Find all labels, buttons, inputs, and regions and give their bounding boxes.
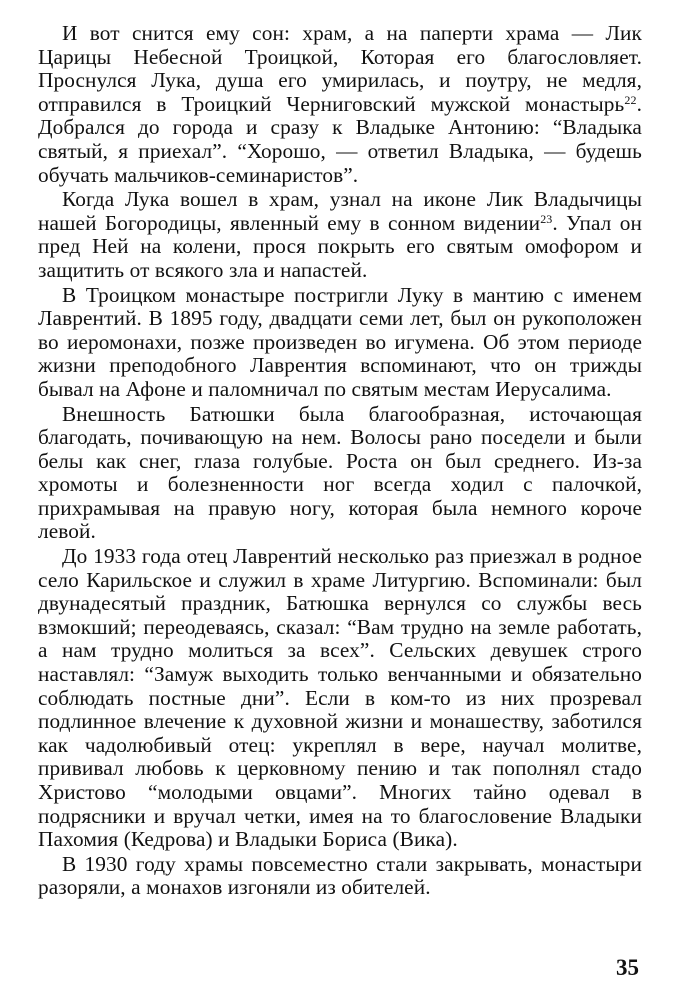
paragraph-text: В 1930 году храмы повсеместно стали закрывать, монастыри разоряли, а монахов изгоняли из обителей.: [38, 851, 642, 900]
page-body: [38, 22, 642, 900]
footnote-marker[interactable]: 22: [624, 92, 637, 107]
footnote-marker[interactable]: 23: [540, 211, 553, 226]
paragraph-icon: [38, 188, 642, 282]
page-number: 35: [616, 955, 639, 980]
paragraph-village: [38, 545, 642, 852]
paragraph-text: В Троицком монастыре постригли Луку в мантию с именем Лаврентий. В 1895 году, двадцати семи лет, был он рукоположен во иеромонахи, позже произведен во игумена. Об этом периоде жизни преподобного Лаврентия вспоминают, что он трижды бывал на Афоне и паломничал по святым местам Иерусалима.: [38, 282, 642, 401]
paragraph-text: Когда Лука вошел в храм, узнал на иконе Лик Владычицы нашей Богородицы, явленный ему в сонном видении: [38, 187, 642, 235]
paragraph-1930: [38, 853, 642, 900]
paragraph-appearance: [38, 403, 642, 545]
paragraph-text: . Упал он пред Ней на колени, прося покрыть его святым омофором и защитить от всякого зла и напастей.: [38, 210, 642, 282]
paragraph-dream: [38, 22, 642, 187]
paragraph-tonsure: [38, 284, 642, 402]
paragraph-text: И вот снится ему сон: храм, а на паперти храма — Лик Царицы Небесной Троицкой, Которая его благословляет. Проснулся Лука, душа его умирилась, и поутру, не медля, отправился в Троицкий Черниговский мужской монастырь: [38, 21, 642, 116]
paragraph-text: . Добрался до города и сразу к Владыке Антонию: “Владыка святый, я приехал”. “Хорошо, — ответил Владыка, — будешь обучать мальчиков-семинаристов”.: [38, 91, 642, 187]
paragraph-text: Внешность Батюшки была благообразная, источающая благодать, почивающую на нем. Волосы рано поседели и были белы как снег, глаза голубые. Роста он был среднего. Из-за хромоты и болезненности ног всегда ходил с палочкой, прихрамывая на правую ногу, которая была немного короче левой.: [38, 401, 642, 544]
paragraph-text: До 1933 года отец Лаврентий несколько раз приезжал в родное село Карильское и служил в храме Литургию. Вспоминали: был двунадесятый праздник, Батюшка вернулся со службы весь взмокший; переодеваясь, сказал: “Вам трудно на земле работать, а нам трудно молиться за всех”. Сельских девушек строго наставлял: “Замуж выходить только венчанными и обязательно соблюдать постные дни”. Если в ком-то из них прозревал подлинное влечение к духовной жизни и монашеству, заботился как чадолюбивый отец: укреплял в вере, научал молитве, прививал любовь к церковному пению и так пополнял стадо Христово “молодыми овцами”. Многих тайно одевал в подрясники и вручал четки, имея на то благословение Владыки Пахомия (Кедрова) и Владыки Бориса (Вика).: [38, 544, 642, 852]
